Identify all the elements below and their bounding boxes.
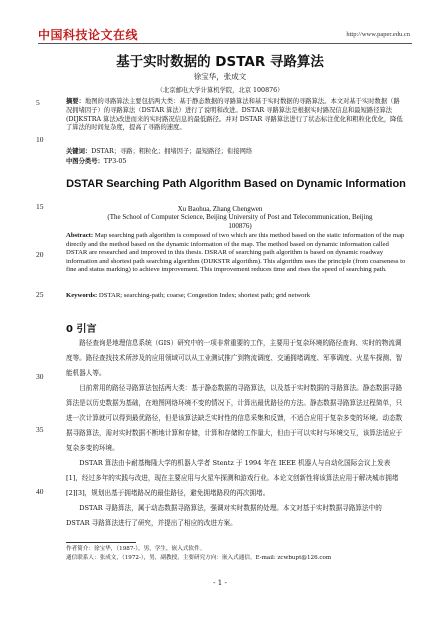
clc-text: TP3-05 [103,158,127,165]
site-url: http://www.paper.edu.cn [346,31,410,38]
paragraph: 路径查询是地理信息系统（GIS）研究中的一项非常重要的工作，主要用于复杂环境的路径查询、实时的物流调度等。路径查找技术所涉及的应用领域可以从工业测试推广到物流调度、交通拥堵调度、军事调度、火星车探测、智能机器人等。 [66,339,403,377]
body-text [66,336,406,531]
keywords-cn-label: 关键词： [66,148,92,155]
paragraph: 目前常用的路径寻路算法包括两大类：基于静态数据的寻路算法，以及基于实时数据的寻路算法。静态数据寻路算法是以历史数据为基础，在地图网络环境不变的情况下，计算出最优路径的方法。静态数据寻路算法过程简单，只进一次计算就可以得到最优路径，但是该算法缺乏实时性的信息采集和反馈，不适合应用于复杂多变的环境。动态数据寻路算法，需对实时数据不断地计算和存储，计算和存储的工作量大，但由于可以实时与环境交互，该算法适应于复杂多变的环境。 [66,384,403,452]
line-number: 20 [36,250,44,259]
footnote-contact: 通信联系人：张成文，（1972-），男，副教授，主要研究方向：嵌入式通信。E-mail: zcwbupt@126.com [66,555,332,561]
abstract-cn-text: 地图的寻路算法主要包括两大类：基于静态数据的寻路算法和基于实时数据的寻路算法。本文对基于实时数据（路况拥堵因子）的寻路算法（DSTAR 算法）进行了说明和改进。DSTAR 寻路算法是根据实时路况信息和最短路径算法(DIJKSTRA 算法)改进而来的实时路况信息的最低路径。并对 DSTAR 寻路算法进行了状态标注优化和粗粒化优化，降低了算法的时间复杂度，提高了寻路的速度。 [66,98,403,132]
keywords-cn [66,148,406,157]
paragraph: DSTAR 寻路算法，属于动态数据寻路算法，强调对实时数据的处理。本文对基于实时数据寻路算法中的 DSTAR 寻路算法进行了研究，并提出了相应的改进方案。 [66,504,382,527]
paper-title-cn: 基于实时数据的 DSTAR 寻路算法 [116,54,324,70]
brand-logo: 中国科技论文在线 [38,28,139,42]
keywords-en [66,292,406,301]
paper-title-en: DSTAR Searching Path Algorithm Based on Dynamic Information [66,178,406,190]
keywords-cn-text: DSTAR；寻路；粗粒化；拥堵因子；最短路径；衔接网络 [91,148,253,155]
authors-en: Xu Baohua, Zhang Chengwen [177,205,263,213]
clc-label: 中图分类号： [66,158,104,165]
line-number: 35 [36,425,44,434]
line-number: 30 [36,372,44,381]
affiliation-cn: （北京邮电大学计算机学院，北京 100876） [156,87,284,94]
footnote-author: 作者简介：徐宝华，（1987-），男，学生，嵌入式软件。 [66,546,206,552]
affiliation-en: (The School of Computer Science, Beijing University of Post and Telecommunication, Beijing 100876) [107,213,373,230]
line-number: 15 [36,202,44,211]
abstract-en [66,232,406,275]
line-number: 10 [36,135,44,144]
abstract-en-label: Abstract: [66,232,94,239]
footnote-rule [66,542,136,543]
paragraph: DSTAR 算法由卡耐基梅隆大学的机器人学者 Stentz 于 1994 年在 IEEE 机器人与自动化国际会议上发表[1]，经过多年的实践与改进，现在主要应用与火星车探测和游戏行业。本论文创新性将该算法应用于解决城市拥堵[2][3]，规划出基于拥堵路况的最佳路径，避免拥堵路段的再次拥堵。 [66,459,399,497]
line-number: 5 [36,98,40,107]
line-number: 25 [36,290,44,299]
page-number: - 1 - [213,579,227,587]
clc-number [66,158,406,167]
abstract-en-text: Map searching path algorithm is composed of two which are this method based on the static information of the map directly and the method based on the dynamic information of the map. The method based on dynamic information called DSTAR are researched and improved in this thesis. DSRAR of searching path algorithm is based on dynamic roadway information and shortest path searching algorithm (DIJKSTR algorithm). This algorithm uses the principle (from coarseness to fine and status marking) to achieve improvement. This improvement reduces time and rises the speed of searching path. [66,232,406,273]
line-number: 40 [36,487,44,496]
keywords-en-label: Keywords: [66,292,98,299]
abstract-cn [66,98,406,133]
section-heading: 0 引言 [66,324,97,335]
keywords-en-text: DSTAR; searching-path; coarse; Congestion Index; shortest path; grid network [98,292,311,299]
authors-cn: 徐宝华，张成文 [193,72,247,81]
abstract-cn-label: 摘要： [66,98,85,105]
header-rule [38,43,412,44]
footnotes [66,545,406,563]
